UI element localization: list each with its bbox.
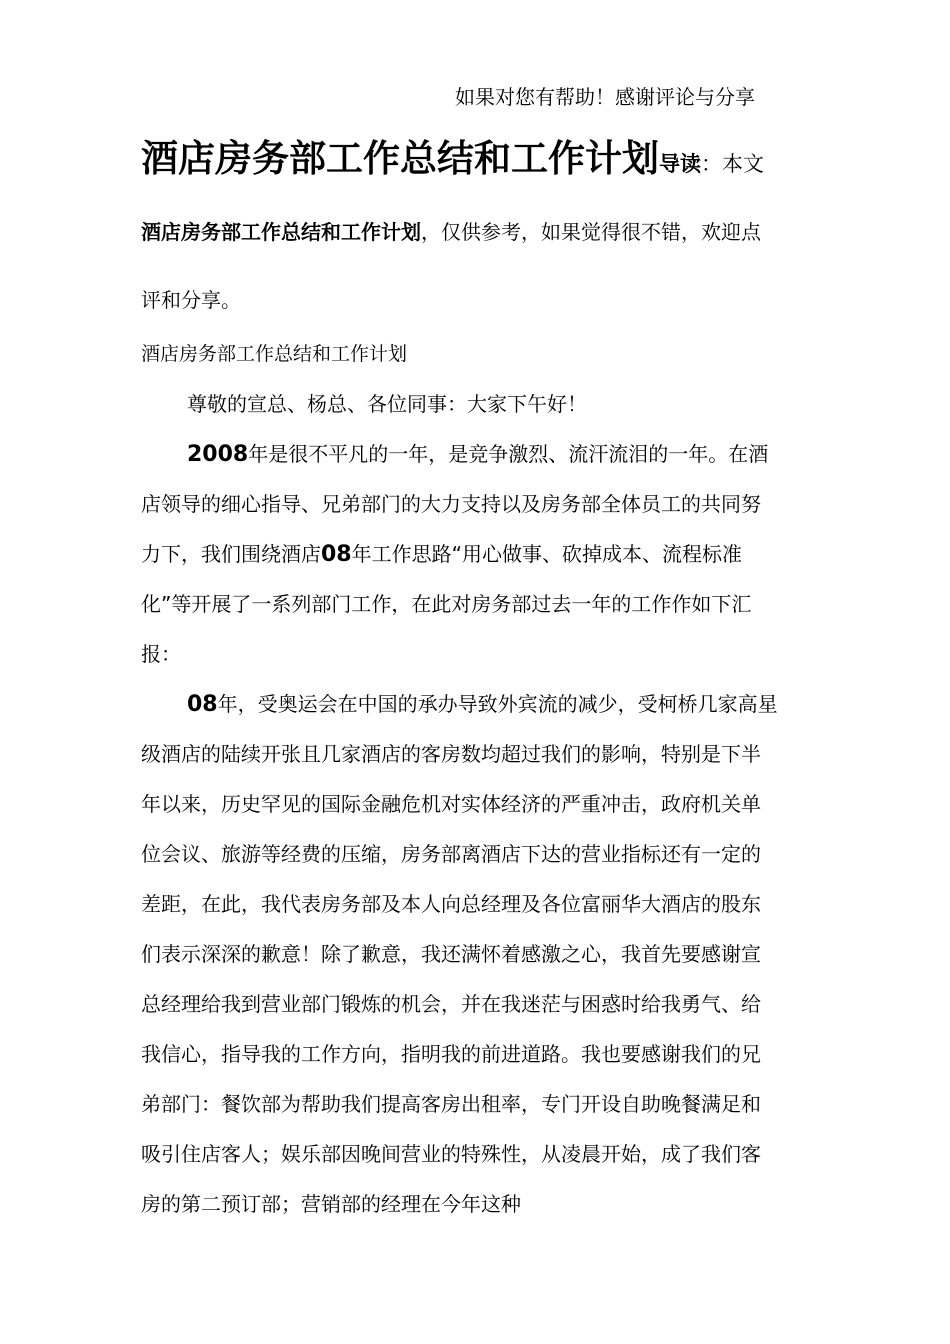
paragraph-line: 级酒店的陆续开张且几家酒店的客房数均超过我们的影响，特别是下半 bbox=[141, 742, 761, 766]
lead-paragraph bbox=[141, 214, 821, 250]
paragraph-line: 报： bbox=[141, 642, 181, 666]
title-line bbox=[141, 134, 764, 191]
line-text: 年是很不平凡的一年，是竞争激烈、流汗流泪的一年。在酒 bbox=[248, 442, 769, 466]
lead-rest: ，仅供参考，如果觉得很不错，欢迎点 bbox=[421, 220, 761, 244]
greeting: 尊敬的宣总、杨总、各位同事：大家下午好！ bbox=[187, 392, 587, 416]
paragraph-line: 年以来，历史罕见的国际金融危机对实体经济的严重冲击，政府机关单 bbox=[141, 792, 761, 816]
paragraph-1 bbox=[141, 436, 768, 686]
line-text: 年工作思路“用心做事、砍掉成本、流程标准 bbox=[351, 542, 742, 566]
header-note: 如果对您有帮助！感谢评论与分享 bbox=[455, 85, 755, 109]
lead-tail: 本文 bbox=[722, 152, 764, 176]
paragraph-2 bbox=[141, 686, 778, 1236]
paragraph-line bbox=[141, 436, 768, 486]
document-title: 酒店房务部工作总结和工作计划 bbox=[141, 137, 659, 180]
lead-paragraph-line2: 评和分享。 bbox=[141, 288, 241, 312]
paragraph-line: 们表示深深的歉意！除了歉意，我还满怀着感激之心，我首先要感谢宣 bbox=[141, 942, 761, 966]
section-subtitle: 酒店房务部工作总结和工作计划 bbox=[141, 343, 408, 365]
paragraph-line: 房的第二预订部；营销部的经理在今年这种 bbox=[141, 1192, 521, 1216]
paragraph-line bbox=[141, 686, 778, 736]
paragraph-line: 吸引住店客人；娱乐部因晚间营业的特殊性，从凌晨开始，成了我们客 bbox=[141, 1142, 761, 1166]
lead-colon: ： bbox=[701, 152, 722, 176]
paragraph-line: 差距，在此，我代表房务部及本人向总经理及各位富丽华大酒店的股东 bbox=[141, 892, 761, 916]
paragraph-line: 化”等开展了一系列部门工作，在此对房务部过去一年的工作作如下汇 bbox=[141, 592, 752, 616]
paragraph-line: 弟部门：餐饮部为帮助我们提高客房出租率，专门开设自助晚餐满足和 bbox=[141, 1092, 761, 1116]
lead-label: 导读 bbox=[659, 152, 701, 176]
paragraph-line: 店领导的细心指导、兄弟部门的大力支持以及房务部全体员工的共同努 bbox=[141, 492, 761, 516]
paragraph-line: 总经理给我到营业部门锻炼的机会，并在我迷茫与困惑时给我勇气、给 bbox=[141, 992, 761, 1016]
paragraph-line: 我信心，指导我的工作方向，指明我的前进道路。我也要感谢我们的兄 bbox=[141, 1042, 761, 1066]
lead-bold-title: 酒店房务部工作总结和工作计划 bbox=[141, 220, 421, 244]
year-number: 08 bbox=[187, 692, 218, 717]
paragraph-line: 位会议、旅游等经费的压缩，房务部离酒店下达的营业指标还有一定的 bbox=[141, 842, 761, 866]
paragraph-line bbox=[141, 536, 768, 586]
year-number: 2008 bbox=[187, 442, 249, 467]
line-text: 年，受奥运会在中国的承办导致外宾流的减少，受柯桥几家高星 bbox=[217, 692, 778, 716]
line-text: 力下，我们围绕酒店 bbox=[141, 542, 321, 566]
year-number: 08 bbox=[321, 542, 352, 567]
